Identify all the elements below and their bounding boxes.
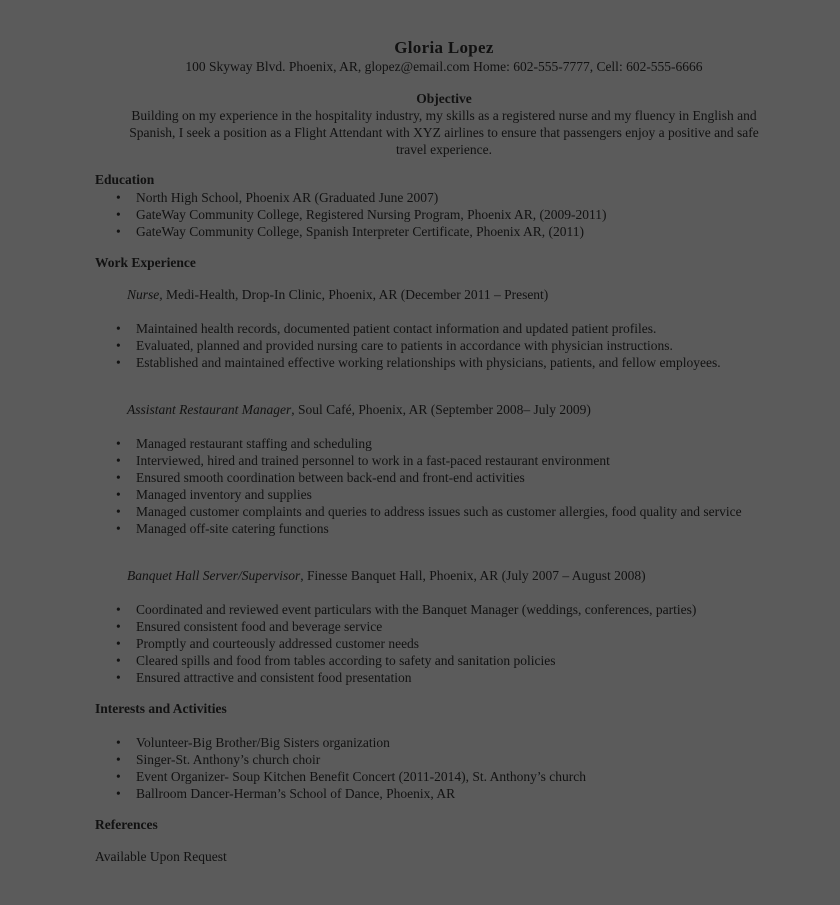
list-item: • Managed off-site catering functions [112,520,762,537]
job-title-line [127,568,646,584]
references-heading: References [95,817,158,832]
list-item: • Ballroom Dancer-Herman’s School of Dance, Phoenix, AR [112,785,762,802]
list-item: • Interviewed, hired and trained personnel to work in a fast-paced restaurant environment [112,452,762,469]
job-details: , Finesse Banquet Hall, Phoenix, AR (July 2007 – August 2008) [300,568,646,583]
objective-heading: Objective [416,91,472,106]
references-text: Available Upon Request [95,849,227,864]
objective-text: Building on my experience in the hospitality industry, my skills as a registered nurse and my fluency in English and Spanish, I seek a position as a Flight Attendant with XYZ airlines to ensure that passengers enjoy a positive and safe travel experience. [129,108,759,157]
job-duties-list [112,601,772,686]
list-item: • Promptly and courteously addressed customer needs [112,635,772,652]
job-duties-list [112,320,762,371]
job-title-line [127,287,548,303]
list-item: • Singer-St. Anthony’s church choir [112,751,762,768]
list-item: • Volunteer-Big Brother/Big Sisters organization [112,734,762,751]
job-role: Nurse, [127,287,163,302]
list-item: • Managed customer complaints and queries to address issues such as customer allergies, food quality and service [112,503,762,520]
list-item: • Coordinated and reviewed event particulars with the Banquet Manager (weddings, conferences, parties) [112,601,772,618]
list-item: • Ensured smooth coordination between back-end and front-end activities [112,469,762,486]
list-item: • Ensured consistent food and beverage service [112,618,772,635]
job-details: Medi-Health, Drop-In Clinic, Phoenix, AR (December 2011 – Present) [162,287,549,302]
job-role: Assistant Restaurant Manager [127,402,292,417]
resume-name: Gloria Lopez [394,38,494,57]
job-title-line [127,402,591,418]
job-duties-list [112,435,762,537]
work-experience-heading: Work Experience [95,255,196,270]
interests-heading: Interests and Activities [95,701,227,716]
list-item: • Ensured attractive and consistent food presentation [112,669,772,686]
list-item: • North High School, Phoenix AR (Graduated June 2007) [112,189,762,206]
list-item: • Cleared spills and food from tables according to safety and sanitation policies [112,652,772,669]
list-item: • GateWay Community College, Registered Nursing Program, Phoenix AR, (2009-2011) [112,206,762,223]
education-list [112,189,762,240]
education-heading: Education [95,172,155,187]
list-item: • Event Organizer- Soup Kitchen Benefit Concert (2011-2014), St. Anthony’s church [112,768,762,785]
job-role: Banquet Hall Server/Supervisor [127,568,301,583]
list-item: • Evaluated, planned and provided nursing care to patients in accordance with physician instructions. [112,337,762,354]
contact-info: 100 Skyway Blvd. Phoenix, AR, glopez@email.com Home: 602-555-7777, Cell: 602-555-6666 [185,59,703,74]
job-details: , Soul Café, Phoenix, AR (September 2008– July 2009) [291,402,591,417]
list-item: • Managed inventory and supplies [112,486,762,503]
list-item: • Managed restaurant staffing and scheduling [112,435,762,452]
list-item: • Maintained health records, documented patient contact information and updated patient profiles. [112,320,762,337]
list-item: • GateWay Community College, Spanish Interpreter Certificate, Phoenix AR, (2011) [112,223,762,240]
interests-list [112,734,762,802]
list-item: • Established and maintained effective working relationships with physicians, patients, and fellow employees. [112,354,762,371]
